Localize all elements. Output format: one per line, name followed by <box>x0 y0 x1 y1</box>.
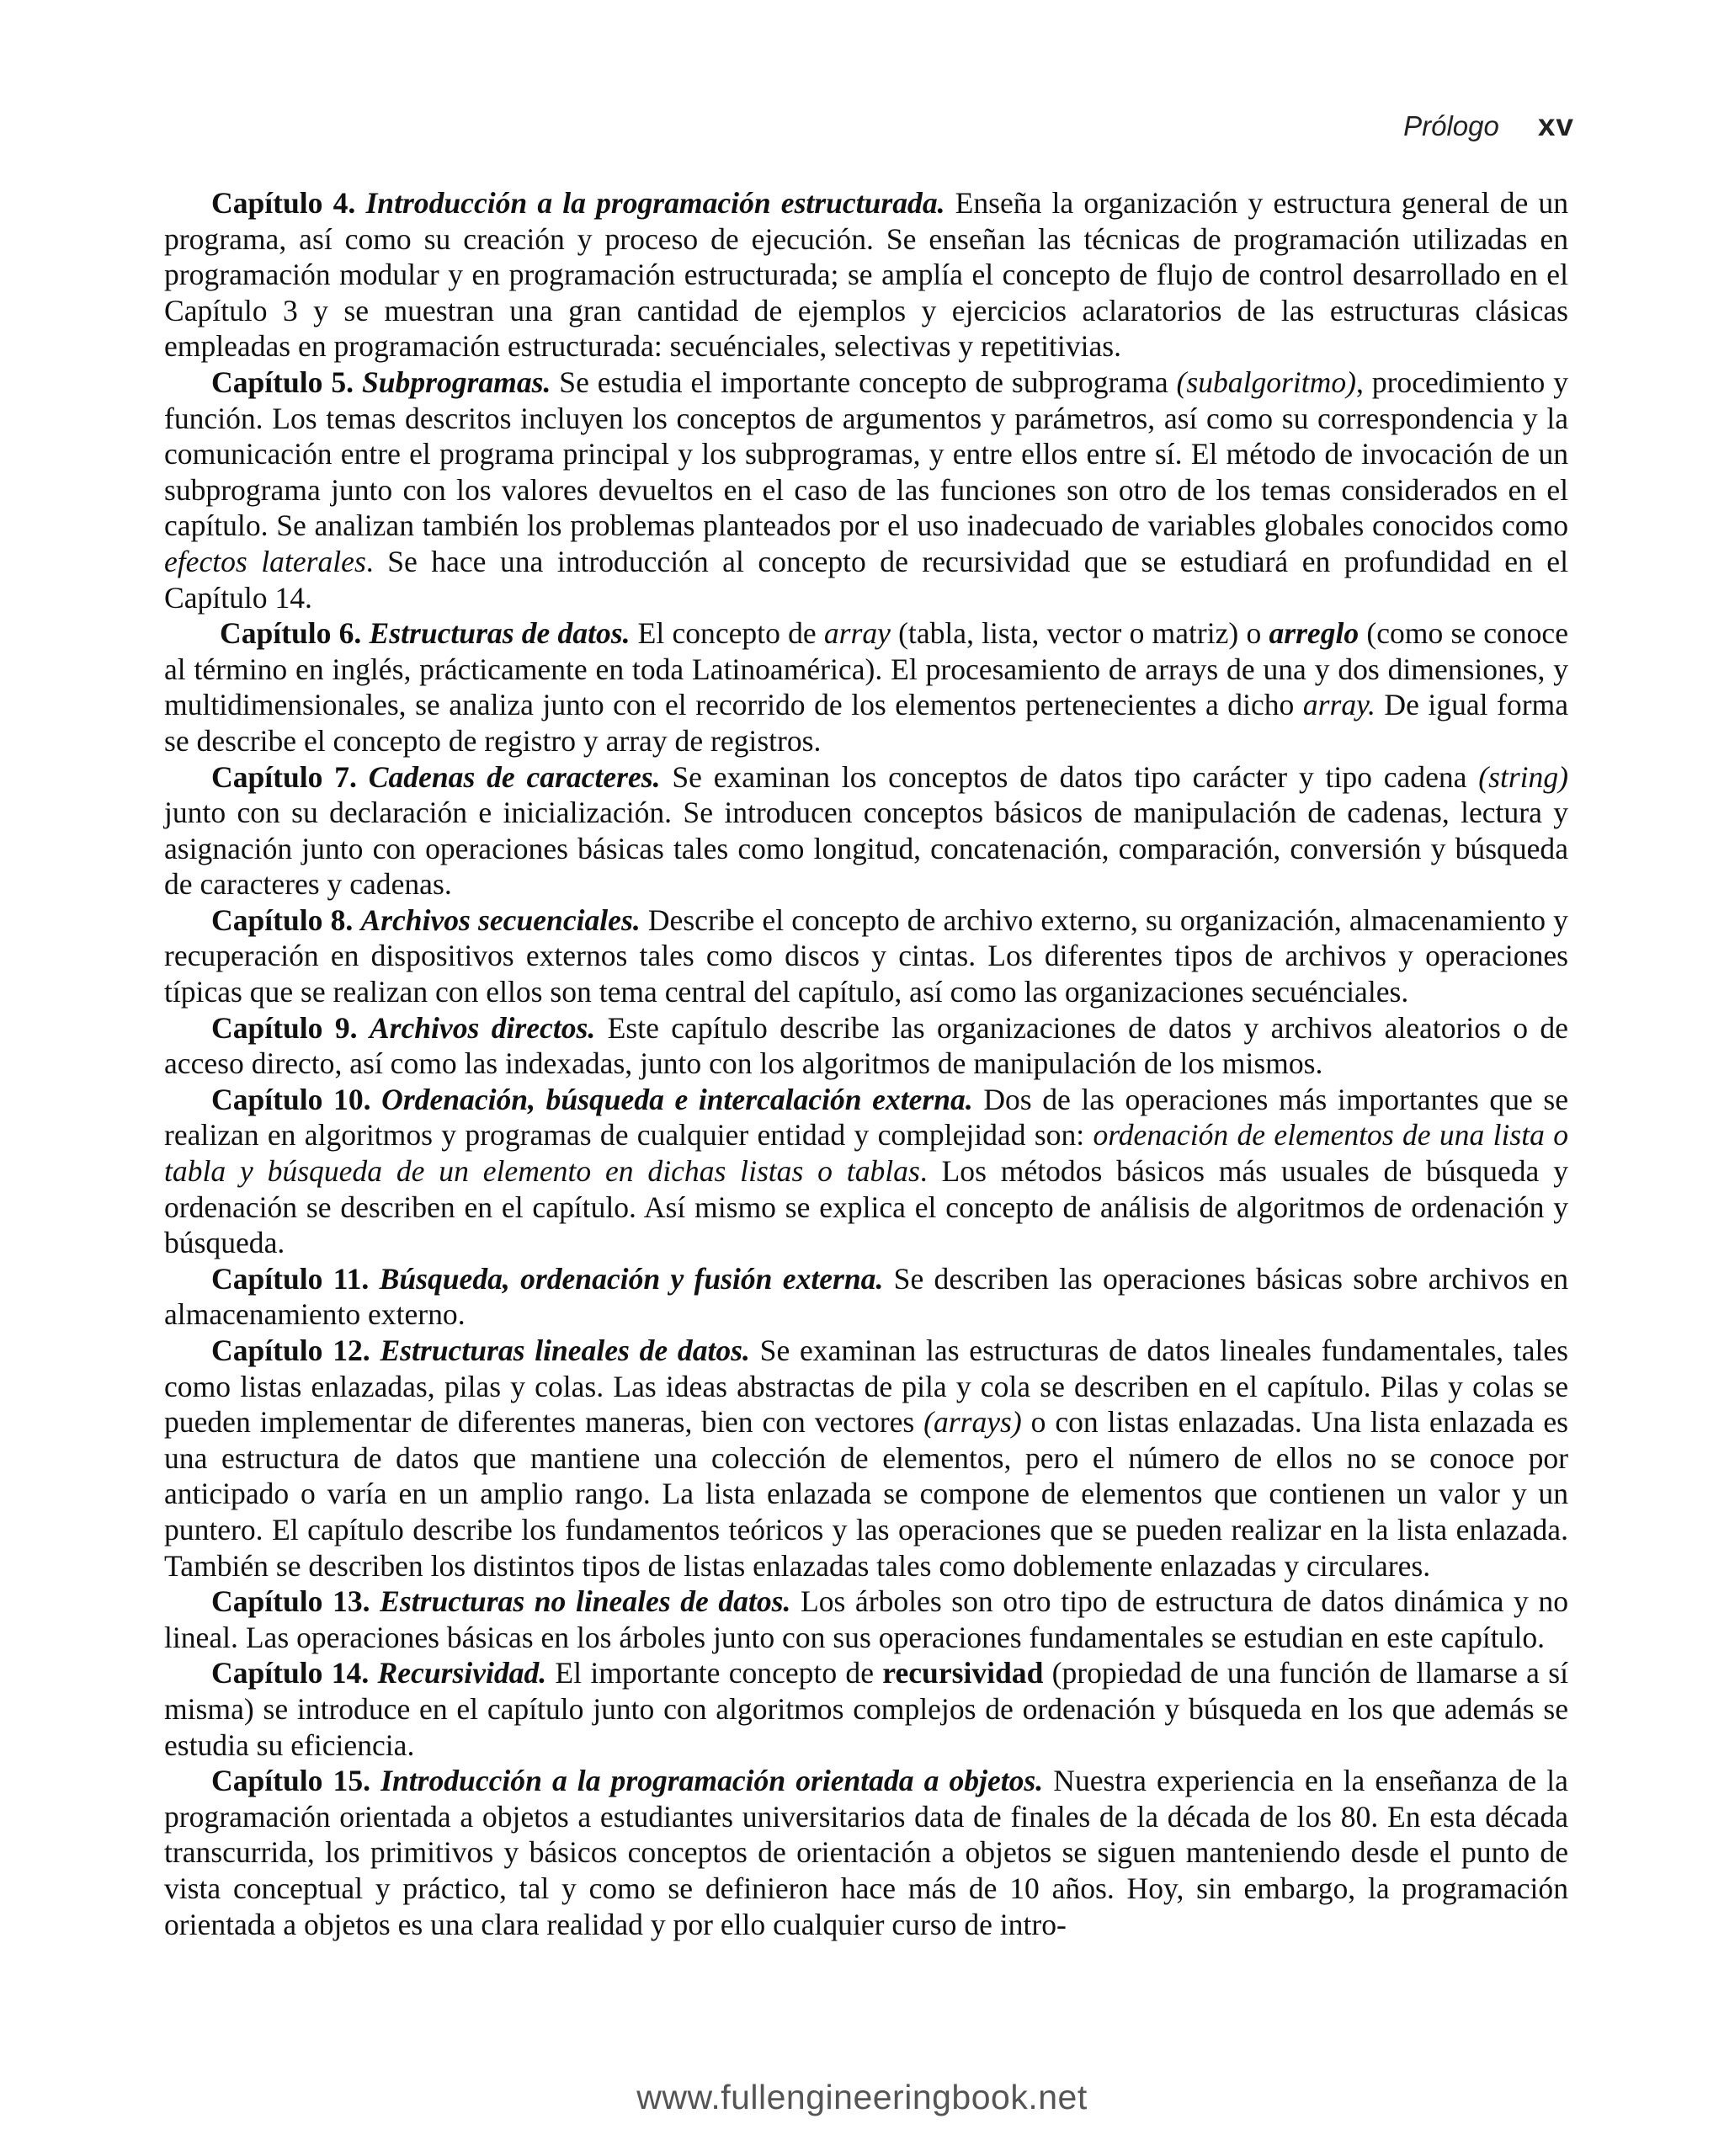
chapter-number: Capítulo 10. <box>211 1082 371 1116</box>
chapter-12-paragraph <box>164 1333 1568 1584</box>
section-title: Prólogo <box>1403 110 1499 141</box>
chapter-title: Ordenación, búsqueda e intercalación externa. <box>381 1082 973 1116</box>
italic-term: (arrays) <box>923 1405 1022 1440</box>
chapter-number: Capítulo 4. <box>211 186 356 220</box>
chapter-description: Se describen las operaciones básicas sobre archivos en almacenamiento externo. <box>164 1261 1568 1332</box>
chapter-number: Capítulo 8. <box>211 902 354 937</box>
chapter-title: Archivos secuenciales. <box>360 902 641 937</box>
chapter-title: Cadenas de caracteres. <box>368 759 661 794</box>
chapter-7-paragraph <box>164 759 1568 902</box>
chapter-description: Nuestra experiencia en la enseñanza de la programación orientada a objetos a estudiantes universitarios data de finales de la década de los 80. En esta década transcurrida, los primitivos y básicos conceptos de orientación a objetos se siguen manteniendo desde el punto de vista conceptual y práctico, tal y como se definieron hace más de 10 años. Hoy, sin embargo, la programación orientada a objetos es una clara realidad y por ello cualquier curso de intro- <box>164 1764 1568 1941</box>
chapter-title: Recursividad. <box>377 1656 547 1690</box>
chapter-number: Capítulo 11. <box>211 1261 370 1296</box>
italic-term: ordenación de elementos de una lista o tabla y búsqueda de un elemento en dichas listas o tablas <box>164 1118 1568 1189</box>
italic-term: efectos laterales <box>164 544 366 578</box>
chapter-title: Estructuras de datos. <box>369 616 631 651</box>
chapter-11-paragraph <box>164 1261 1568 1333</box>
page-number: xv <box>1537 108 1574 142</box>
chapter-description: . Los métodos básicos más usuales de búsqueda y ordenación se describen en el capítulo. Así mismo se explica el concepto de análisis de algoritmos de ordenación y búsqueda. <box>164 1154 1568 1260</box>
bold-term: recursividad <box>882 1656 1044 1690</box>
chapter-number: Capítulo 9. <box>211 1010 358 1045</box>
chapter-description: Los árboles son otro tipo de estructura de datos dinámica y no lineal. Las operaciones básicas en los árboles junto con sus operaciones fundamentales se estudian en este capítulo. <box>164 1584 1568 1654</box>
italic-term: array. <box>1302 688 1375 722</box>
chapter-14-paragraph <box>164 1655 1568 1763</box>
bold-italic-term: arreglo <box>1269 616 1360 651</box>
running-head <box>1403 108 1574 143</box>
chapter-title: Subprogramas. <box>361 365 551 399</box>
chapter-description: (propiedad de una función de llamarse a sí misma) se introduce en el capítulo junto con algoritmos complejos de ordenación y búsqueda en los que además se estudia su eficiencia. <box>164 1656 1568 1762</box>
chapter-5-paragraph <box>164 365 1568 615</box>
chapter-10-paragraph <box>164 1082 1568 1261</box>
chapter-description: . Se hace una introducción al concepto de recursividad que se estudiará en profundidad en el Capítulo 14. <box>164 544 1568 615</box>
chapter-description: , procedimiento y función. Los temas descritos incluyen los conceptos de argumentos y parámetros, así como su correspondencia y la comunicación entre el programa principal y los subprogramas, y entre ellos entre sí. El método de invocación de un subprograma junto con los valores devueltos en el caso de las funciones son otro de los temas considerados en el capítulo. Se analizan también los problemas planteados por el uso inadecuado de variables globales conocidos como <box>164 365 1568 543</box>
chapter-8-paragraph <box>164 902 1568 1010</box>
chapter-9-paragraph <box>164 1010 1568 1082</box>
chapter-title: Introducción a la programación orientada a objetos. <box>380 1764 1044 1798</box>
chapter-description: o con listas enlazadas. Una lista enlazada es una estructura de datos que mantiene una colección de elementos, pero el número de ellos no se conoce por anticipado o varía en un amplio rango. La lista enlazada se compone de elementos que contienen un valor y un puntero. El capítulo describe los fundamentos teóricos y las operaciones que se pueden realizar en la lista enlazada. También se describen los distintos tipos de listas enlazadas tales como doblemente enlazadas y circulares. <box>164 1405 1568 1583</box>
chapter-13-paragraph <box>164 1584 1568 1655</box>
chapter-description: Se examinan los conceptos de datos tipo carácter y tipo cadena <box>660 759 1479 794</box>
chapter-number: Capítulo 13. <box>211 1584 370 1619</box>
chapter-number: Capítulo 6. <box>220 616 362 651</box>
chapter-4-paragraph <box>164 185 1568 365</box>
chapter-description: Enseña la organización y estructura general de un programa, así como su creación y proceso de ejecución. Se enseñan las técnicas de programación utilizadas en programación modular y en programación estructurada; se amplía el concepto de flujo de control desarrollado en el Capítulo 3 y se muestran una gran cantidad de ejemplos y ejercicios aclaratorios de las estructuras clásicas empleadas en programación estructurada: secuénciales, selectivas y repetitivias. <box>164 186 1568 364</box>
chapter-title: Introducción a la programación estructurada. <box>365 186 945 220</box>
italic-term: array <box>823 616 891 651</box>
chapter-description: (como se conoce al término en inglés, prácticamente en toda Latinoamérica). El procesamiento de arrays de una y dos dimensiones, y multidimensionales, se analiza junto con el recorrido de los elementos pertenecientes a dicho <box>164 616 1568 722</box>
chapter-6-paragraph <box>164 615 1568 759</box>
chapter-title: Búsqueda, ordenación y fusión externa. <box>379 1261 884 1296</box>
chapter-description: Se examinan las estructuras de datos lineales fundamentales, tales como listas enlazadas, pilas y colas. Las ideas abstractas de pila y cola se describen en el capítulo. Pilas y colas se pueden implementar de diferentes maneras, bien con vectores <box>164 1334 1569 1440</box>
website-footer: www.fullengineeringbook.net <box>636 2078 1088 2116</box>
chapter-number: Capítulo 12. <box>211 1334 370 1367</box>
chapter-title: Archivos directos. <box>369 1010 596 1045</box>
chapter-number: Capítulo 14. <box>211 1656 370 1690</box>
chapter-15-paragraph <box>164 1763 1568 1942</box>
chapter-number: Capítulo 5. <box>211 365 354 399</box>
chapter-number: Capítulo 7. <box>211 759 357 794</box>
italic-term: (subalgoritmo) <box>1176 365 1356 399</box>
chapter-description: Describe el concepto de archivo externo, su organización, almacenamiento y recuperación en dispositivos externos tales como discos y cintas. Los diferentes tipos de archivos y operaciones típicas que se realizan con ellos son tema central del capítulo, así como las organizaciones secuénciales. <box>164 902 1568 1009</box>
chapter-description: Dos de las operaciones más importantes que se realizan en algoritmos y programas de cualquier entidad y complejidad son: <box>164 1082 1568 1153</box>
chapter-title: Estructuras no lineales de datos. <box>380 1584 791 1619</box>
chapter-description: junto con su declaración e inicialización. Se introducen conceptos básicos de manipulación de cadenas, lectura y asignación junto con operaciones básicas tales como longitud, concatenación, comparación, conversión y búsqueda de caracteres y cadenas. <box>164 796 1568 902</box>
body-text <box>164 185 1568 1942</box>
italic-term: (string) <box>1478 759 1568 794</box>
chapter-description: El importante concepto de <box>546 1656 883 1690</box>
chapter-number: Capítulo 15. <box>211 1764 371 1798</box>
chapter-description: (tabla, lista, vector o matriz) o <box>890 616 1269 651</box>
chapter-title: Estructuras lineales de datos. <box>380 1334 750 1367</box>
chapter-description: Este capítulo describe las organizaciones de datos y archivos aleatorios o de acceso directo, así como las indexadas, junto con los algoritmos de manipulación de los mismos. <box>164 1010 1568 1081</box>
chapter-description: Se estudia el importante concepto de subprograma <box>551 365 1177 399</box>
chapter-description: El concepto de <box>630 616 824 651</box>
chapter-description: De igual forma se describe el concepto de registro y array de registros. <box>164 688 1569 758</box>
